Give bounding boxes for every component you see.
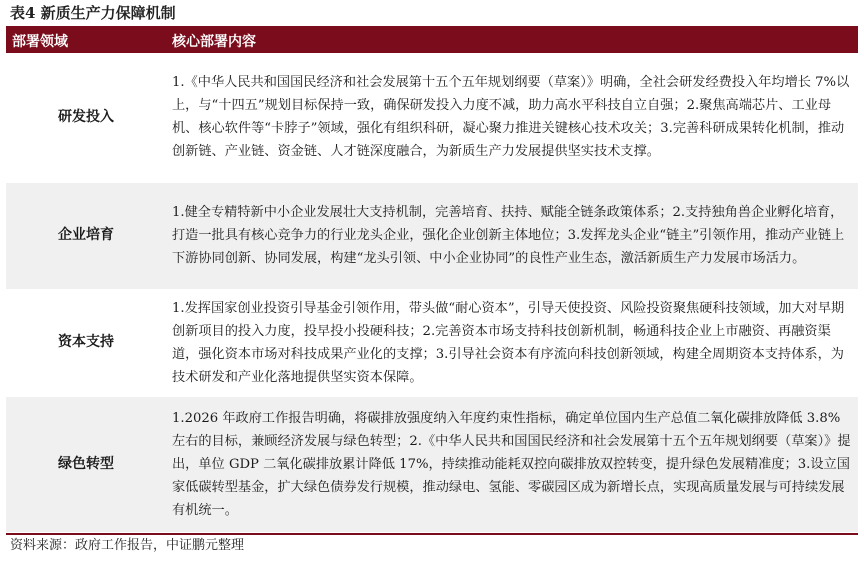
table-header-row xyxy=(6,28,858,53)
row-label: 绿色转型 xyxy=(6,396,166,532)
row-label: 研发投入 xyxy=(6,53,166,182)
row-content: 1.发挥国家创业投资引导基金引领作用，带头做“耐心资本”，引导天使投资、风险投资聚焦硬科技领域，加大对早期创新项目的投入力度，投早投小投硬科技；2.完善资本市场支持科技创新机制，畅通科技企业上市融资、再融资渠道，强化资本市场对科技成果产业化的支撑；3.引导社会资本有序流向科技创新领域，构建全周期资本支持体系，为技术研发和产业化落地提供坚实资本保障。 xyxy=(166,289,858,396)
source-note: 资料来源：政府工作报告，中证鹏元整理 xyxy=(10,537,245,553)
table-row xyxy=(6,53,858,182)
header-content: 核心部署内容 xyxy=(166,28,858,53)
row-label: 企业培育 xyxy=(6,182,166,289)
header-domain: 部署领域 xyxy=(6,28,166,53)
row-label: 资本支持 xyxy=(6,289,166,396)
row-content: 1.健全专精特新中小企业发展壮大支持机制，完善培育、扶持、赋能全链条政策体系；2.支持独角兽企业孵化培育，打造一批具有核心竞争力的行业龙头企业，强化企业创新主体地位；3.发挥龙头企业“链主”引领作用，推动产业链上下游协同创新、协同发展，构建“龙头引领、中小企业协同”的良性产业生态，激活新质生产力发展市场活力。 xyxy=(166,182,858,289)
row-content: 1.《中华人民共和国国民经济和社会发展第十五个五年规划纲要（草案）》明确，全社会研发经费投入年均增长 7%以上，与“十四五”规划目标保持一致，确保研发投入力度不减，助力高水平科技自立自强；2.聚焦高端芯片、工业母机、核心软件等“卡脖子”领域，强化有组织科研，凝心聚力推进关键核心技术攻关；3.完善科研成果转化机制，推动创新链、产业链、资金链、人才链深度融合，为新质生产力发展提供坚实技术支撑。 xyxy=(166,53,858,182)
mechanism-table xyxy=(6,28,858,533)
table-row xyxy=(6,289,858,396)
row-content: 1.2026 年政府工作报告明确，将碳排放强度纳入年度约束性指标，确定单位国内生产总值二氧化碳排放降低 3.8%左右的目标，兼顾经济发展与绿色转型；2.《中华人民共和国国民经济和社会发展第十五个五年规划纲要（草案）》提出，单位 GDP 二氧化碳排放累计降低 17%，持续推动能耗双控向碳排放双控转变，提升绿色发展精准度；3.设立国家低碳转型基金，扩大绿色债券发行规模，推动绿电、氢能、零碳园区成为新增长点，实现高质量发展与可持续发展有机统一。 xyxy=(166,396,858,532)
table-title: 表4 新质生产力保障机制 xyxy=(10,4,176,22)
table-row xyxy=(6,182,858,289)
table-row xyxy=(6,396,858,532)
